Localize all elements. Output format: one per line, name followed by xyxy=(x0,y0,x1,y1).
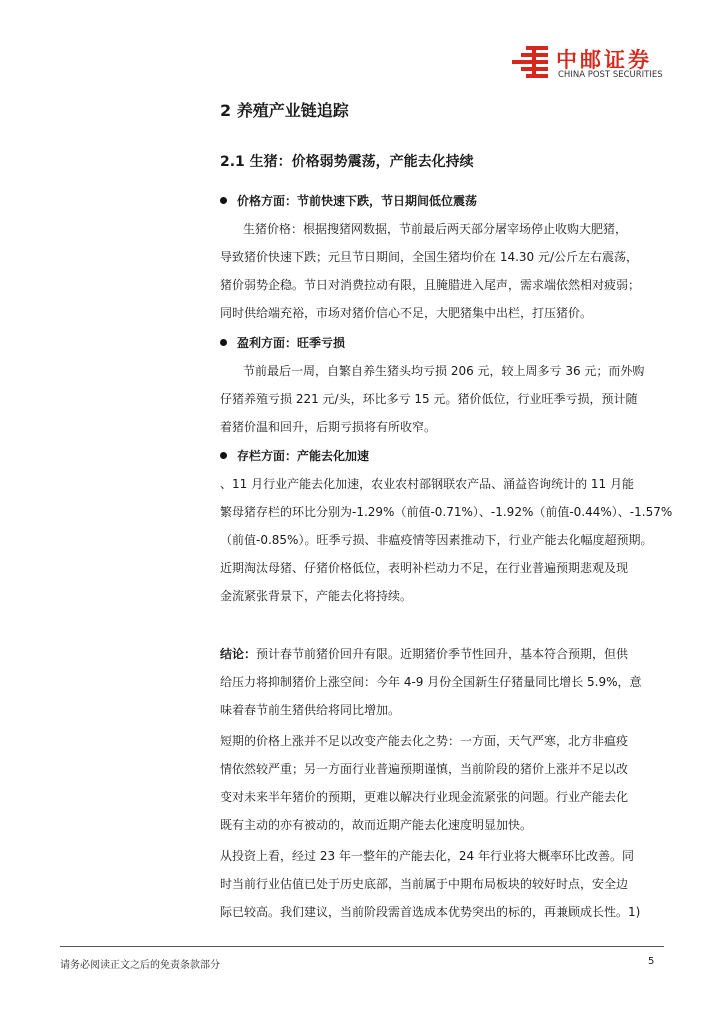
bullet-label: 盈利方面：旺季亏损 xyxy=(237,336,346,350)
page-number: 5 xyxy=(648,956,655,967)
paragraph-line: 猪价弱势企稳。节日对消费拉动有限，且腌腊进入尾声，需求端依然相对疲弱； xyxy=(220,278,641,292)
paragraph-line: 短期的价格上涨并不足以改变产能去化之势：一方面，天气严寒，北方非瘟疫 xyxy=(220,734,629,748)
brand-name-cn: 中邮证券 xyxy=(556,48,652,72)
china-post-logo-icon xyxy=(512,44,550,80)
bullet-profit xyxy=(220,334,345,351)
bullet-dot-icon xyxy=(220,452,227,459)
paragraph-line: 同时供给端充裕，市场对猪价信心不足，大肥猪集中出栏，打压猪价。 xyxy=(220,306,593,320)
brand-name-en: CHINA POST SECURITIES xyxy=(558,70,663,80)
paragraph-line: 既有主动的亦有被动的，故而近期产能去化速度明显加快。 xyxy=(220,818,533,832)
paragraph-line: 金流紧张背景下，产能去化将持续。 xyxy=(220,589,413,603)
paragraph-line: 生猪价格：根据搜猪网数据，节前最后两天部分屠宰场停止收购大肥猪， xyxy=(243,222,628,236)
paragraph-line: 际已较高。我们建议，当前阶段需首选成本优势突出的标的，再兼顾成长性。1) xyxy=(220,905,641,919)
section-title: 2 养殖产业链追踪 xyxy=(220,101,349,120)
brand-logo xyxy=(512,42,672,82)
paragraph-line: 情依然较严重；另一方面行业普遍预期谨慎，当前阶段的猪价上涨并不足以改 xyxy=(220,762,629,776)
conclusion-line xyxy=(220,645,628,662)
bullet-dot-icon xyxy=(220,339,227,346)
footer-disclaimer: 请务必阅读正文之后的免责条款部分 xyxy=(60,960,220,971)
conclusion-text: 预计春节前猪价回升有限。近期猪价季节性回升，基本符合预期，但供 xyxy=(256,647,629,661)
subsection-title: 2.1 生猪：价格弱势震荡，产能去化持续 xyxy=(220,154,474,170)
footer-divider xyxy=(60,946,664,947)
paragraph-line: 时当前行业估值已处于历史底部，当前属于中期布局板块的较好时点，安全边 xyxy=(220,877,629,891)
bullet-stock xyxy=(220,447,369,464)
bullet-label: 存栏方面：产能去化加速 xyxy=(237,449,370,463)
bullet-dot-icon xyxy=(220,197,227,204)
paragraph-line: 节前最后一周，自繁自养生猪头均亏损 206 元，较上周多亏 36 元；而外购 xyxy=(243,364,645,378)
paragraph-line: 着猪价温和回升，后期亏损将有所收窄。 xyxy=(220,420,437,434)
paragraph-line: 给压力将抑制猪价上涨空间：今年 4-9 月份全国新生仔猪量同比增长 5.9%，意 xyxy=(220,675,642,689)
paragraph-line: 导致猪价快速下跌；元旦节日期间，全国生猪均价在 14.30 元/公斤左右震荡， xyxy=(220,250,639,264)
paragraph-line: （前值-0.85%）。旺季亏损、非瘟疫情等因素推动下，行业产能去化幅度超预期。 xyxy=(220,533,653,547)
paragraph-line: 繁母猪存栏的环比分别为-1.29%（前值-0.71%）、-1.92%（前值-0.44%）、-1.57% xyxy=(220,505,673,519)
bullet-label: 价格方面：节前快速下跌，节日期间低位震荡 xyxy=(237,194,478,208)
paragraph-line: 、11 月行业产能去化加速，农业农村部钢联农产品、涌益咨询统计的 11 月能 xyxy=(220,477,634,491)
paragraph-line: 味着春节前生猪供给将同比增加。 xyxy=(220,703,401,717)
paragraph-line: 变对未来半年猪价的预期，更难以解决行业现金流紧张的问题。行业产能去化 xyxy=(220,790,629,804)
paragraph-line: 仔猪养殖亏损 221 元/头，环比多亏 15 元。猪价低位，行业旺季亏损，预计随 xyxy=(220,392,638,406)
paragraph-line: 从投资上看，经过 23 年一整年的产能去化，24 年行业将大概率环比改善。同 xyxy=(220,849,634,863)
bullet-price xyxy=(220,192,477,209)
conclusion-label: 结论： xyxy=(220,647,257,661)
paragraph-line: 近期淘汰母猪、仔猪价格低位，表明补栏动力不足，在行业普遍预期悲观及现 xyxy=(220,561,629,575)
